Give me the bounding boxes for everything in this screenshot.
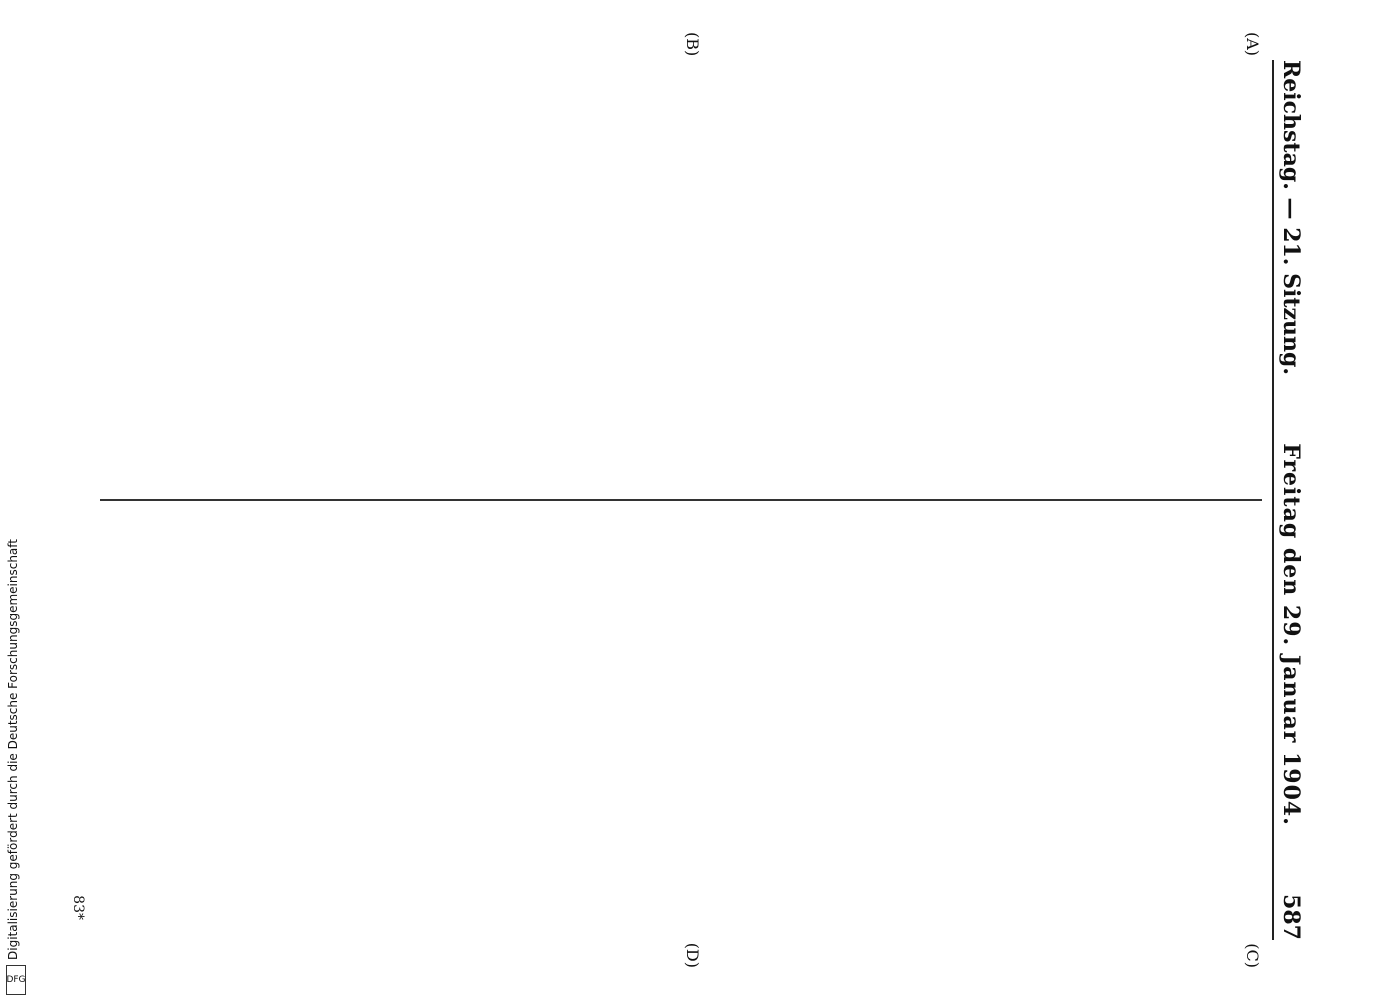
margin-letter-b: (B) bbox=[683, 32, 702, 57]
column-divider bbox=[100, 499, 1262, 501]
margin-letter-d: (D) bbox=[683, 942, 702, 968]
page-number: 587 bbox=[1278, 894, 1304, 940]
header-date: Freitag den 29. Januar 1904. bbox=[1278, 443, 1304, 826]
digitization-note: Digitalisierung gefördert durch die Deutsche Forschungsgemeinschaft bbox=[6, 538, 20, 960]
signature-mark: 83* bbox=[70, 895, 86, 920]
document-page bbox=[60, 20, 1320, 970]
text-columns bbox=[100, 32, 1262, 968]
margin-letter-a: (A) bbox=[1243, 32, 1262, 57]
digitization-sidebar bbox=[0, 0, 30, 1000]
right-column bbox=[100, 519, 1262, 968]
rotated-page-content bbox=[60, 20, 1320, 970]
header-left: Reichstag. — 21. Sitzung. bbox=[1278, 60, 1304, 376]
running-header bbox=[1272, 60, 1308, 940]
left-column bbox=[100, 32, 1262, 481]
dfg-logo-icon: DFG bbox=[6, 965, 26, 995]
margin-letter-c: (C) bbox=[1243, 943, 1262, 968]
